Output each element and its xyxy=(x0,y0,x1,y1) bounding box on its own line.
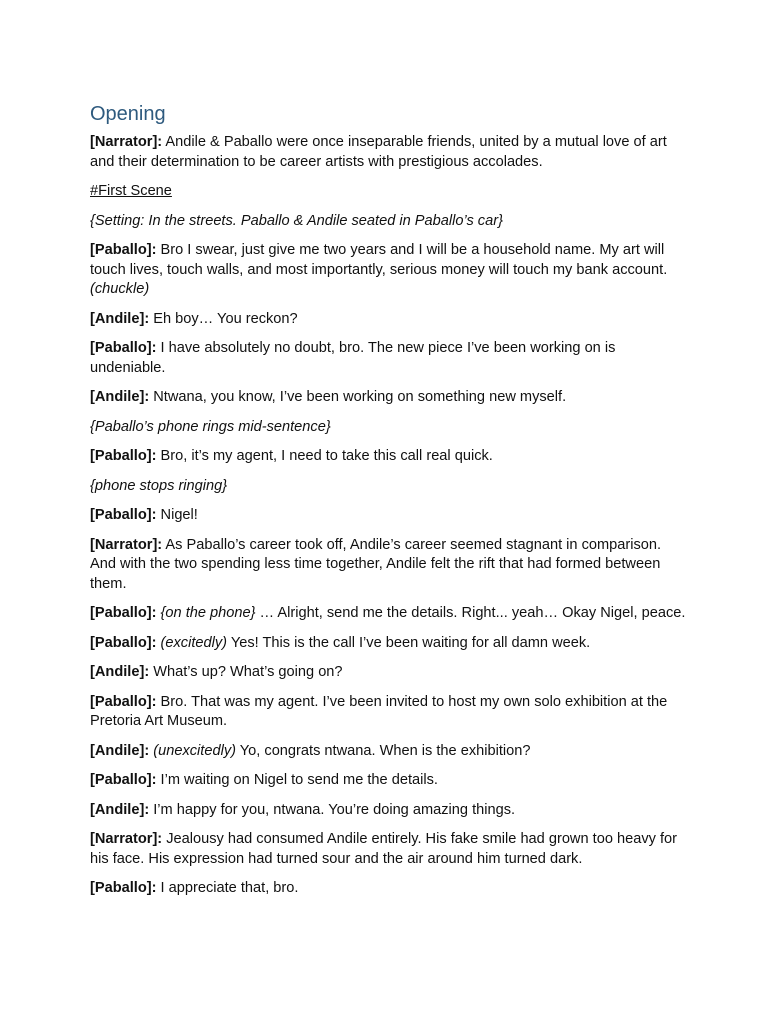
dialogue-text: Andile & Paballo were once inseparable friends, united by a mutual love of art and their determination to be career artists with prestigious accolades. xyxy=(90,134,667,170)
dialogue-text: I appreciate that, bro. xyxy=(156,880,299,896)
script-body xyxy=(90,133,690,899)
speaker-label: [Paballo]: xyxy=(90,772,157,788)
document-page xyxy=(90,101,690,909)
dialogue-line xyxy=(90,663,690,683)
speaker-label: [Paballo]: xyxy=(90,880,157,896)
dialogue-text: I’m waiting on Nigel to send me the details. xyxy=(156,772,438,788)
dialogue-text: Yo, congrats ntwana. When is the exhibition? xyxy=(235,742,531,759)
dialogue-text: I have absolutely no doubt, bro. The new piece I’ve been working on is undeniable. xyxy=(90,340,616,376)
dialogue-text: Bro I swear, just give me two years and I will be a household name. My art will touch lives, touch walls, and most importantly, serious money will touch my bank account. xyxy=(90,242,668,278)
dialogue-line xyxy=(90,771,690,791)
dialogue-line xyxy=(90,830,690,869)
speaker-label: [Paballo]: xyxy=(90,605,157,621)
speaker-label: [Andile]: xyxy=(90,310,150,327)
dialogue-line xyxy=(90,536,690,595)
dialogue-line xyxy=(90,604,690,624)
dialogue-line xyxy=(90,388,690,408)
stage-direction-inline: (unexcitedly) xyxy=(149,742,236,759)
speaker-label: [Narrator]: xyxy=(90,536,163,553)
speaker-label: [Andile]: xyxy=(90,389,150,405)
dialogue-line xyxy=(90,133,690,172)
speaker-label: [Narrator]: xyxy=(90,134,163,150)
dialogue-text: Eh boy… You reckon? xyxy=(149,310,298,327)
stage-direction: {Setting: In the streets. Paballo & Andile seated in Paballo’s car} xyxy=(90,212,503,229)
dialogue-text: Nigel! xyxy=(156,507,198,523)
dialogue-text: Ntwana, you know, I’ve been working on something new myself. xyxy=(149,389,567,405)
speaker-label: [Andile]: xyxy=(90,664,150,680)
dialogue-line xyxy=(90,879,690,899)
dialogue-line xyxy=(90,801,690,821)
dialogue-text: … Alright, send me the details. Right... yeah… Okay Nigel, peace. xyxy=(255,605,686,621)
speaker-label: [Paballo]: xyxy=(90,634,157,651)
dialogue-text: Bro. That was my agent. I’ve been invited to host my own solo exhibition at the Pretoria Art Museum. xyxy=(90,693,668,729)
dialogue-line xyxy=(90,742,690,762)
stage-direction-inline: (excitedly) xyxy=(156,634,228,651)
stage-direction-inline: (chuckle) xyxy=(90,281,150,297)
dialogue-line xyxy=(90,241,690,300)
dialogue-line xyxy=(90,447,690,467)
dialogue-text: As Paballo’s career took off, Andile’s career seemed stagnant in comparison. And with the two spending less time together, Andile felt the rift that had formed between them. xyxy=(90,536,662,592)
scene-title xyxy=(90,182,690,202)
section-heading: Opening xyxy=(90,103,166,125)
dialogue-line xyxy=(90,310,690,330)
dialogue-line xyxy=(90,506,690,526)
dialogue-text: Yes! This is the call I’ve been waiting for all damn week. xyxy=(227,634,591,651)
speaker-label: [Andile]: xyxy=(90,742,150,759)
speaker-label: [Paballo]: xyxy=(90,340,157,356)
dialogue-text: What’s up? What’s going on? xyxy=(149,664,343,680)
dialogue-line xyxy=(90,634,690,654)
dialogue-line xyxy=(90,339,690,378)
speaker-label: [Paballo]: xyxy=(90,448,157,464)
speaker-label: [Paballo]: xyxy=(90,693,157,710)
speaker-label: [Paballo]: xyxy=(90,242,157,258)
speaker-label: [Andile]: xyxy=(90,801,150,818)
stage-direction: {phone stops ringing} xyxy=(90,477,228,494)
dialogue-line xyxy=(90,693,690,732)
scene-title-text: #First Scene xyxy=(90,183,172,199)
stage-direction: {Paballo’s phone rings mid-sentence} xyxy=(90,418,331,435)
dialogue-text: Jealousy had consumed Andile entirely. His fake smile had grown too heavy for his face. His expression had turned sour and the air around him turned dark. xyxy=(90,831,678,867)
stage-direction-inline: {on the phone} xyxy=(156,605,256,621)
speaker-label: [Paballo]: xyxy=(90,507,157,523)
dialogue-text: Bro, it’s my agent, I need to take this call real quick. xyxy=(156,448,493,464)
dialogue-text: I’m happy for you, ntwana. You’re doing amazing things. xyxy=(149,801,516,818)
speaker-label: [Narrator]: xyxy=(90,831,163,847)
